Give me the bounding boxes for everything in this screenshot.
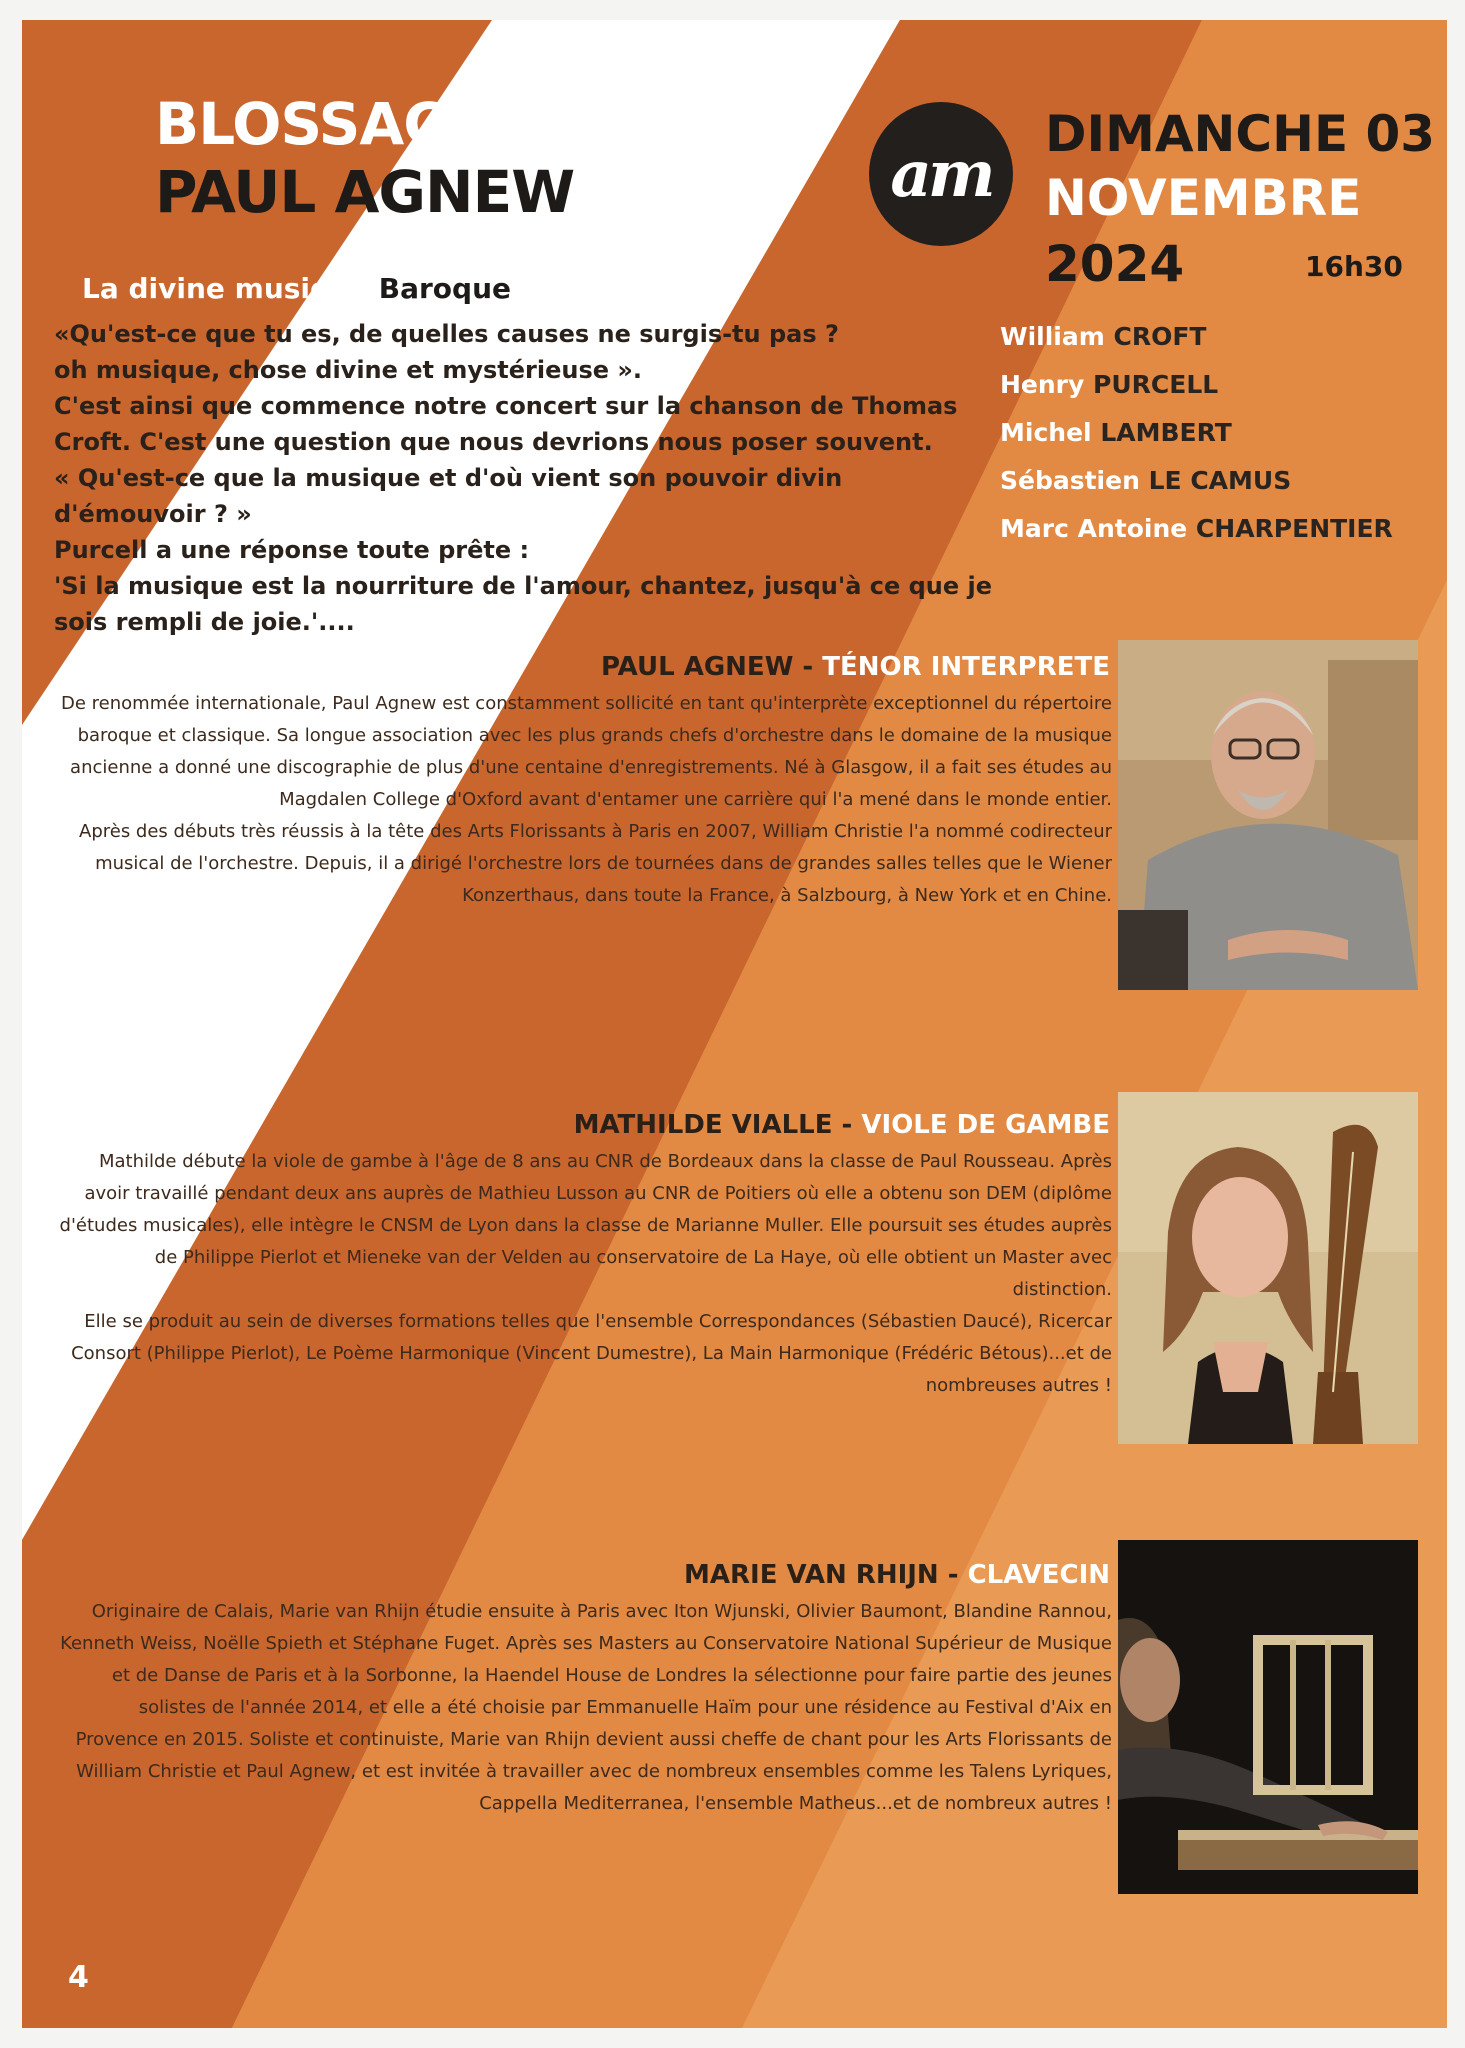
intro-line: 'Si la musique est la nourriture de l'amour, chantez, jusqu'à ce que je [54,572,993,600]
intro-line: « Qu'est-ce que la musique et d'où vient son pouvoir divin [54,464,843,492]
intro-heading: La divine musique Baroque [82,272,511,305]
bio-paragraph: Originaire de Calais, Marie van Rhijn étudie ensuite à Paris avec Iton Wjunski, Olivier Baumont, Blandine Rannou, Kenneth Weiss, Noëlle Spieth et Stéphane Fuget. Après ses Masters au Conservatoire National Supérieur de Musique et de Danse de Paris et à la Sorbonne, la Haendel House de Londres la sélectionne pour faire partie des jeunes solistes de l'année 2014, et elle a été choisie par Emmanuelle Haïm pour une résidence au Festival d'Aix en Provence en 2015. Soliste et continuiste, Marie van Rhijn devient aussi cheffe de chant pour les Arts Florissants de William Christie et Paul Agnew, et est invitée à travailler avec de nombreux ensembles comme les Talens Lyriques, Cappella Mediterranea, l'ensemble Matheus...et de nombreux autres ! [60,1601,1112,1814]
concert-time: 16h30 [1305,250,1403,283]
intro-text [54,316,1014,640]
festival-logo [869,102,1013,246]
date-day: DIMANCHE 03 [1045,105,1436,163]
bio-text-marie-van-rhijn [54,1596,1112,1820]
venue-title: BLOSSAC [155,90,445,158]
intro-line: Purcell a une réponse toute prête : [54,536,530,564]
bio-title-mathilde-vialle: MATHILDE VIALLE - VIOLE DE GAMBE [573,1110,1110,1140]
composer-item: Michel LAMBERT [1000,418,1232,447]
composer-list [1000,322,1420,562]
bio-paragraph: Après des débuts très réussis à la tête des Arts Florissants à Paris en 2007, William Christie l'a nommé codirecteur musical de l'orchestre. Depuis, il a dirigé l'orchestre lors de tournées dans de grandes salles telles que le Wiener Konzerthaus, dans toute la France, à Salzbourg, à New York et en Chine. [79,821,1112,906]
bio-text-paul-agnew [54,688,1112,912]
bio-paragraph: Mathilde débute la viole de gambe à l'âge de 8 ans au CNR de Bordeaux dans la classe de Paul Rousseau. Après avoir travaillé pendant deux ans auprès de Mathieu Lusson au CNR de Poitiers où elle a obtenu son DEM (diplôme d'études musicales), elle intègre le CNSM de Lyon dans la classe de Marianne Muller. Elle poursuit ses études auprès de Philippe Pierlot et Mieneke van der Velden au conservatoire de La Haye, où elle obtient un Master avec distinction. [59,1151,1112,1300]
performer-title: PAUL AGNEW [155,158,575,226]
date-year: 2024 [1045,235,1185,293]
composer-item: Henry PURCELL [1000,370,1219,399]
page-number: 4 [68,1960,89,1995]
marie-van-rhijn-photo [1118,1540,1418,1894]
bio-paragraph: De renommée internationale, Paul Agnew est constamment sollicité en tant qu'interprète exceptionnel du répertoire baroque et classique. Sa longue association avec les plus grands chefs d'orchestre dans le domaine de la musique ancienne a donné une discographie de plus d'une centaine d'enregistrements. Né à Glasgow, il a fait ses études au Magdalen College d'Oxford avant d'entamer une carrière qui l'a mené dans le monde entier. [61,693,1112,810]
composer-item: Sébastien LE CAMUS [1000,466,1292,495]
bio-title-paul-agnew: PAUL AGNEW - TÉNOR INTERPRETE [600,652,1110,682]
logo-mark: am [890,136,992,212]
intro-line: Croft. C'est une question que nous devrions nous poser souvent. [54,428,933,456]
intro-line: d'émouvoir ? » [54,500,252,528]
composer-item: William CROFT [1000,322,1207,351]
program-page [22,20,1447,2028]
composer-item: Marc Antoine CHARPENTIER [1000,514,1393,543]
intro-line: oh musique, chose divine et mystérieuse ». [54,356,643,384]
paul-agnew-photo [1118,640,1418,990]
intro-line: C'est ainsi que commence notre concert sur la chanson de Thomas [54,392,958,420]
bio-text-mathilde-vialle [54,1146,1112,1402]
date-month: NOVEMBRE [1045,169,1362,227]
intro-line: «Qu'est-ce que tu es, de quelles causes ne surgis-tu pas ? [54,320,839,348]
bio-paragraph: Elle se produit au sein de diverses formations telles que l'ensemble Correspondances (Sébastien Daucé), Ricercar Consort (Philippe Pierlot), Le Poème Harmonique (Vincent Dumestre), La Main Harmonique (Frédéric Bétous)...et de nombreuses autres ! [71,1311,1112,1396]
mathilde-vialle-photo [1118,1092,1418,1444]
intro-line: sois rempli de joie.'.... [54,608,355,636]
bio-title-marie-van-rhijn: MARIE VAN RHIJN - CLAVECIN [684,1560,1110,1590]
